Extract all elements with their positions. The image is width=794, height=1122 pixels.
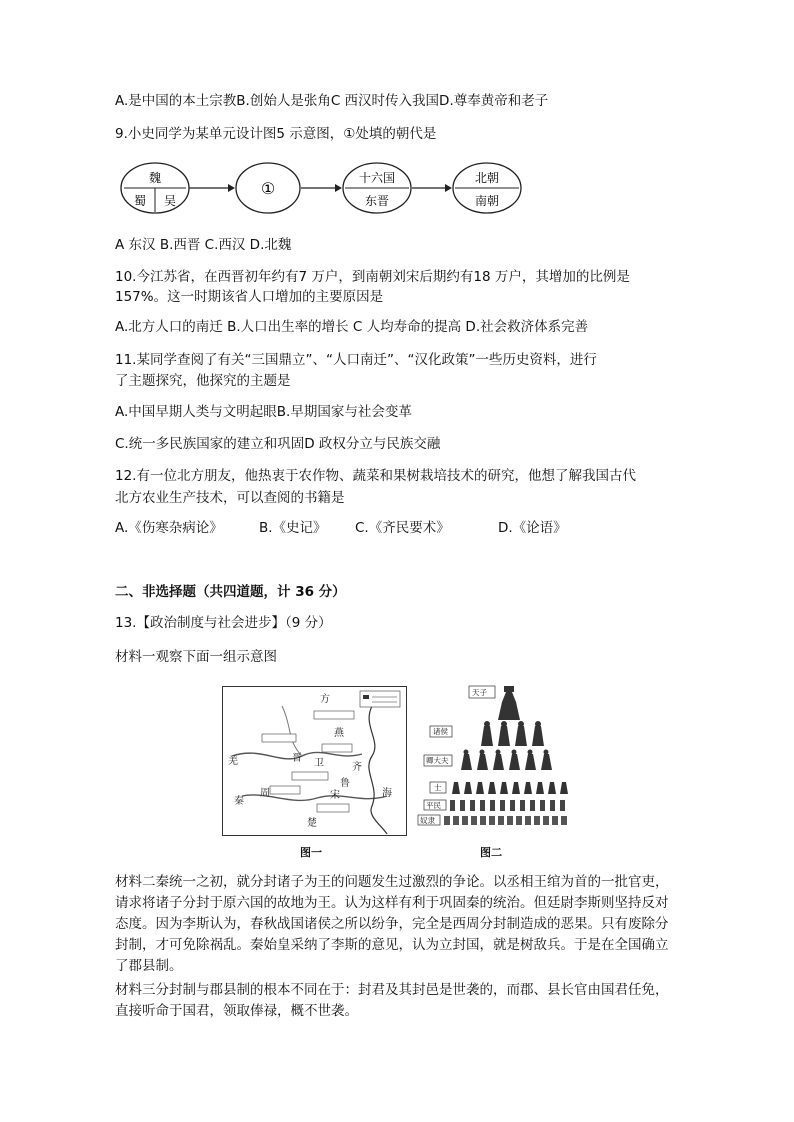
- q13-title: 13.【政治制度与社会进步】（9 分）: [115, 615, 332, 631]
- q11-options-line1: A.中国早期人类与文明起眼B.早期国家与社会变革: [115, 404, 412, 420]
- material3: 材料三分封制与郡县制的根本不同在于：封君及其封邑是世袭的，而郡、县长官由国君任免，直接听命于国君，领取俸禄，概不世袭。: [115, 982, 669, 1019]
- level-label-6: 奴隶: [420, 816, 435, 825]
- fig2-caption: 图二: [480, 846, 502, 859]
- q12-stem-line1: 12.有一位北方朋友，他热衷于农作物、蔬菜和果树栽培技术的研究，他想了解我国古代: [115, 468, 636, 484]
- map-label-qin: 秦: [234, 796, 244, 807]
- q12-option-d: D.《论语》: [498, 520, 567, 536]
- q12-option-a: A.《伤寒杂病论》: [115, 520, 223, 536]
- map-label-qiang: 羌: [228, 756, 238, 767]
- level-label-3: 卿大夫: [426, 756, 449, 765]
- node1-top: 魏: [148, 171, 162, 185]
- level-label-2: 诸侯: [433, 727, 448, 736]
- q11-options-line2: C.统一多民族国家的建立和巩固D 政权分立与民族交融: [115, 436, 441, 452]
- fig1-map: [222, 686, 407, 836]
- q12-options: [115, 519, 567, 537]
- q10-stem-line1: 10.今江苏省，在西晋初年约有7 万户，到南朝刘宋后期约有18 万户，其增加的比例是: [115, 269, 630, 285]
- node4-bottom: 南朝: [474, 194, 500, 208]
- node1-left: 蜀: [133, 194, 147, 208]
- material1-figures: [222, 678, 577, 863]
- map-label-sea: 海: [382, 788, 392, 799]
- q9-stem: 9.小史同学为某单元设计图5 示意图，①处填的朝代是: [115, 126, 437, 142]
- node2-label: ①: [260, 179, 276, 198]
- q12-stem-line2: 北方农业生产技术，可以查阅的书籍是: [115, 490, 345, 506]
- level-label-5: 平民: [426, 801, 441, 810]
- fig2-pyramid: [416, 682, 576, 837]
- map-label-qi: 齐: [352, 762, 362, 773]
- map-label-song: 宋: [330, 790, 340, 801]
- map-label-jin: 晋: [292, 753, 302, 764]
- section2-heading: 二、非选择题（共四道题，计 36 分）: [115, 584, 346, 600]
- q8-options: A.是中国的本土宗教B.创始人是张角C 西汉时传入我国D.尊奉黄帝和老子: [115, 93, 549, 109]
- q9-options: A 东汉 B.西晋 C.西汉 D.北魏: [115, 237, 292, 253]
- level-label-1: 天子: [472, 688, 487, 697]
- map-label-lu: 鲁: [340, 778, 350, 789]
- map-label-chu: 楚: [307, 818, 317, 829]
- q10-stem-line2: 157%。这一时期该省人口增加的主要原因是: [115, 289, 384, 305]
- map-label-wei: 卫: [314, 758, 324, 769]
- q12-option-b: B.《史记》: [259, 520, 327, 536]
- fig1-caption: 图一: [300, 846, 322, 859]
- material1-intro: 材料一观察下面一组示意图: [115, 649, 277, 665]
- node4-top: 北朝: [474, 171, 500, 185]
- level-label-4: 士: [434, 783, 442, 792]
- q11-stem-line2: 了主题探究，他探究的主题是: [115, 373, 291, 389]
- q12-option-c: C.《齐民要术》: [355, 520, 450, 536]
- material2: 材料二秦统一之初，就分封诸子为王的问题发生过激烈的争论。以丞相王绾为首的一批官吏，请求将诸子分封于原六国的故地为王。认为这样有利于巩固秦的统治。但廷尉李斯则坚持反对态度。因为李斯认为，春秋战国诸侯之所以纷争，完全是西周分封制造成的恶果。只有废除分封制，才可免除祸乱。秦始皇采纳了李斯的意见，认为立封国，就是树敌兵。于是在全国确立了郡县制。: [115, 874, 669, 974]
- q9-timeline-diagram: [110, 160, 530, 220]
- map-label-north: 方: [320, 694, 330, 705]
- q11-stem-line1: 11.某同学查阅了有关“三国鼎立”、“人口南迁”、“汉化政策”一些历史资料，进行: [115, 352, 597, 368]
- node1-right: 吴: [163, 194, 177, 208]
- map-label-yan: 燕: [334, 728, 344, 739]
- map-label-zhou: 周: [260, 788, 270, 799]
- node3-top: 十六国: [358, 171, 396, 185]
- node3-bottom: 东晋: [364, 194, 390, 208]
- q10-options: A.北方人口的南迁 B.人口出生率的增长 C 人均寿命的提高 D.社会救济体系完善: [115, 319, 589, 335]
